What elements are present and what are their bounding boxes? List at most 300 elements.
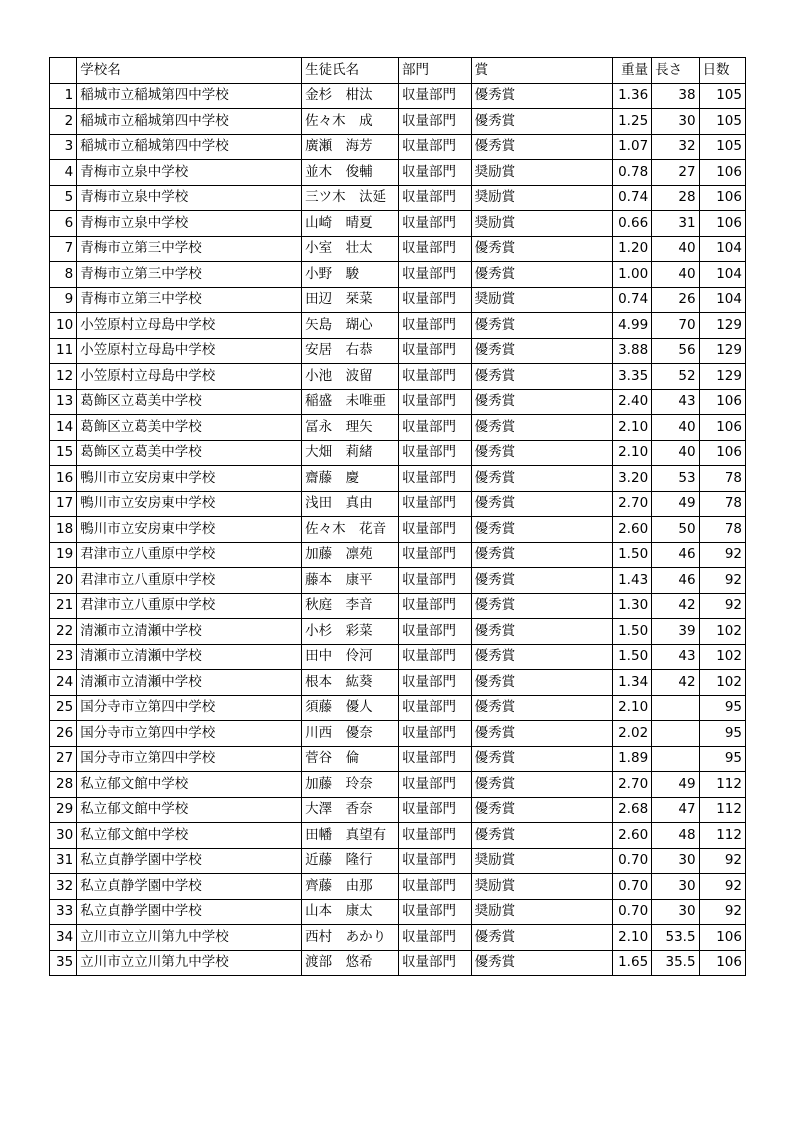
cell-weight: 0.74 — [612, 287, 651, 313]
cell-weight: 0.78 — [612, 160, 651, 186]
cell-dept: 収量部門 — [399, 772, 472, 798]
cell-length: 31 — [652, 211, 699, 237]
cell-no: 20 — [50, 568, 77, 594]
cell-no: 29 — [50, 797, 77, 823]
cell-school: 私立郁文館中学校 — [77, 772, 302, 798]
cell-length: 70 — [652, 313, 699, 339]
cell-length: 53 — [652, 466, 699, 492]
cell-days: 112 — [699, 772, 745, 798]
cell-dept: 収量部門 — [399, 925, 472, 951]
cell-student: 西村 あかり — [302, 925, 399, 951]
cell-school: 稲城市立稲城第四中学校 — [77, 83, 302, 109]
cell-weight: 1.36 — [612, 83, 651, 109]
cell-award: 優秀賞 — [471, 109, 612, 135]
table-row — [50, 695, 746, 721]
cell-award: 奨励賞 — [471, 874, 612, 900]
cell-student: 大畑 莉緒 — [302, 440, 399, 466]
cell-school: 清瀬市立清瀬中学校 — [77, 644, 302, 670]
cell-dept: 収量部門 — [399, 899, 472, 925]
cell-weight: 1.43 — [612, 568, 651, 594]
table-row — [50, 466, 746, 492]
cell-student: 菅谷 倫 — [302, 746, 399, 772]
cell-school: 立川市立立川第九中学校 — [77, 950, 302, 976]
cell-no: 27 — [50, 746, 77, 772]
cell-length: 48 — [652, 823, 699, 849]
cell-student: 金杉 柑汰 — [302, 83, 399, 109]
table-row — [50, 160, 746, 186]
cell-no: 24 — [50, 670, 77, 696]
cell-no: 26 — [50, 721, 77, 747]
cell-weight: 2.10 — [612, 695, 651, 721]
results-table — [49, 57, 746, 976]
cell-school: 鴨川市立安房東中学校 — [77, 517, 302, 543]
cell-student: 加藤 凛苑 — [302, 542, 399, 568]
cell-days: 129 — [699, 364, 745, 390]
cell-dept: 収量部門 — [399, 491, 472, 517]
cell-student: 小池 波留 — [302, 364, 399, 390]
cell-length: 39 — [652, 619, 699, 645]
cell-weight: 2.10 — [612, 440, 651, 466]
cell-weight: 2.02 — [612, 721, 651, 747]
header-student: 生徒氏名 — [302, 58, 399, 84]
cell-weight: 1.50 — [612, 644, 651, 670]
cell-days: 95 — [699, 695, 745, 721]
cell-student: 根本 紘葵 — [302, 670, 399, 696]
table-row — [50, 874, 746, 900]
cell-award: 優秀賞 — [471, 797, 612, 823]
cell-days: 129 — [699, 338, 745, 364]
cell-school: 青梅市立第三中学校 — [77, 262, 302, 288]
cell-days: 104 — [699, 236, 745, 262]
table-row — [50, 185, 746, 211]
cell-school: 小笠原村立母島中学校 — [77, 313, 302, 339]
cell-award: 優秀賞 — [471, 746, 612, 772]
cell-weight: 2.70 — [612, 491, 651, 517]
cell-school: 国分寺市立第四中学校 — [77, 746, 302, 772]
cell-days: 106 — [699, 950, 745, 976]
cell-weight: 1.30 — [612, 593, 651, 619]
cell-no: 25 — [50, 695, 77, 721]
cell-days: 106 — [699, 415, 745, 441]
cell-award: 優秀賞 — [471, 950, 612, 976]
cell-award: 奨励賞 — [471, 211, 612, 237]
cell-weight: 2.70 — [612, 772, 651, 798]
cell-days: 92 — [699, 568, 745, 594]
cell-student: 齊藤 由那 — [302, 874, 399, 900]
table-row — [50, 568, 746, 594]
cell-weight: 0.70 — [612, 899, 651, 925]
cell-dept: 収量部門 — [399, 874, 472, 900]
cell-dept: 収量部門 — [399, 670, 472, 696]
cell-days: 102 — [699, 670, 745, 696]
cell-dept: 収量部門 — [399, 542, 472, 568]
cell-days: 129 — [699, 313, 745, 339]
cell-no: 10 — [50, 313, 77, 339]
table-row — [50, 236, 746, 262]
cell-weight: 3.20 — [612, 466, 651, 492]
cell-school: 国分寺市立第四中学校 — [77, 695, 302, 721]
header-length: 長さ — [652, 58, 699, 84]
cell-dept: 収量部門 — [399, 797, 472, 823]
header-no — [50, 58, 77, 84]
cell-student: 安居 右恭 — [302, 338, 399, 364]
cell-days: 104 — [699, 287, 745, 313]
cell-school: 葛飾区立葛美中学校 — [77, 389, 302, 415]
cell-no: 28 — [50, 772, 77, 798]
cell-award: 優秀賞 — [471, 491, 612, 517]
cell-days: 78 — [699, 517, 745, 543]
cell-school: 小笠原村立母島中学校 — [77, 338, 302, 364]
header-dept: 部門 — [399, 58, 472, 84]
cell-dept: 収量部門 — [399, 185, 472, 211]
cell-weight: 0.66 — [612, 211, 651, 237]
cell-dept: 収量部門 — [399, 823, 472, 849]
cell-no: 3 — [50, 134, 77, 160]
cell-weight: 0.74 — [612, 185, 651, 211]
table-row — [50, 797, 746, 823]
cell-length: 43 — [652, 644, 699, 670]
cell-no: 18 — [50, 517, 77, 543]
cell-days: 106 — [699, 440, 745, 466]
cell-award: 優秀賞 — [471, 517, 612, 543]
cell-school: 稲城市立稲城第四中学校 — [77, 134, 302, 160]
cell-award: 優秀賞 — [471, 695, 612, 721]
cell-weight: 1.89 — [612, 746, 651, 772]
cell-no: 22 — [50, 619, 77, 645]
cell-days: 92 — [699, 874, 745, 900]
cell-weight: 1.07 — [612, 134, 651, 160]
cell-weight: 1.25 — [612, 109, 651, 135]
cell-length: 52 — [652, 364, 699, 390]
cell-no: 4 — [50, 160, 77, 186]
cell-award: 優秀賞 — [471, 466, 612, 492]
cell-no: 1 — [50, 83, 77, 109]
cell-days: 95 — [699, 721, 745, 747]
cell-award: 優秀賞 — [471, 823, 612, 849]
cell-days: 106 — [699, 925, 745, 951]
cell-dept: 収量部門 — [399, 619, 472, 645]
cell-school: 青梅市立泉中学校 — [77, 160, 302, 186]
cell-days: 112 — [699, 823, 745, 849]
cell-student: 冨永 理矢 — [302, 415, 399, 441]
table-row — [50, 772, 746, 798]
cell-length: 40 — [652, 262, 699, 288]
cell-no: 13 — [50, 389, 77, 415]
table-row — [50, 925, 746, 951]
cell-student: 山崎 晴夏 — [302, 211, 399, 237]
cell-student: 加藤 玲奈 — [302, 772, 399, 798]
cell-days: 106 — [699, 185, 745, 211]
cell-length: 47 — [652, 797, 699, 823]
cell-student: 藤本 康平 — [302, 568, 399, 594]
cell-no: 14 — [50, 415, 77, 441]
cell-student: 田辺 栞菜 — [302, 287, 399, 313]
table-row — [50, 262, 746, 288]
cell-award: 優秀賞 — [471, 593, 612, 619]
cell-dept: 収量部門 — [399, 415, 472, 441]
cell-length: 42 — [652, 670, 699, 696]
table-row — [50, 542, 746, 568]
cell-award: 優秀賞 — [471, 772, 612, 798]
cell-dept: 収量部門 — [399, 746, 472, 772]
cell-dept: 収量部門 — [399, 950, 472, 976]
cell-school: 国分寺市立第四中学校 — [77, 721, 302, 747]
cell-dept: 収量部門 — [399, 389, 472, 415]
cell-award: 奨励賞 — [471, 287, 612, 313]
cell-weight: 2.68 — [612, 797, 651, 823]
cell-no: 11 — [50, 338, 77, 364]
cell-award: 優秀賞 — [471, 134, 612, 160]
cell-length: 53.5 — [652, 925, 699, 951]
cell-no: 12 — [50, 364, 77, 390]
cell-dept: 収量部門 — [399, 160, 472, 186]
cell-no: 15 — [50, 440, 77, 466]
cell-school: 葛飾区立葛美中学校 — [77, 415, 302, 441]
cell-length: 28 — [652, 185, 699, 211]
cell-dept: 収量部門 — [399, 313, 472, 339]
cell-weight: 1.50 — [612, 619, 651, 645]
cell-weight: 2.60 — [612, 517, 651, 543]
cell-dept: 収量部門 — [399, 338, 472, 364]
cell-weight: 2.10 — [612, 925, 651, 951]
cell-school: 鴨川市立安房東中学校 — [77, 466, 302, 492]
cell-no: 23 — [50, 644, 77, 670]
cell-no: 5 — [50, 185, 77, 211]
table-header-row — [50, 58, 746, 84]
cell-student: 齋藤 慶 — [302, 466, 399, 492]
cell-dept: 収量部門 — [399, 236, 472, 262]
cell-no: 17 — [50, 491, 77, 517]
cell-student: 田幡 真望有 — [302, 823, 399, 849]
cell-length: 30 — [652, 109, 699, 135]
header-school: 学校名 — [77, 58, 302, 84]
cell-award: 優秀賞 — [471, 262, 612, 288]
cell-award: 奨励賞 — [471, 185, 612, 211]
cell-school: 鴨川市立安房東中学校 — [77, 491, 302, 517]
cell-dept: 収量部門 — [399, 695, 472, 721]
cell-dept: 収量部門 — [399, 287, 472, 313]
cell-dept: 収量部門 — [399, 848, 472, 874]
cell-dept: 収量部門 — [399, 593, 472, 619]
cell-school: 立川市立立川第九中学校 — [77, 925, 302, 951]
cell-award: 優秀賞 — [471, 389, 612, 415]
cell-length: 30 — [652, 874, 699, 900]
table-row — [50, 848, 746, 874]
cell-length: 40 — [652, 415, 699, 441]
cell-dept: 収量部門 — [399, 440, 472, 466]
cell-length: 30 — [652, 899, 699, 925]
cell-weight: 0.70 — [612, 848, 651, 874]
header-days: 日数 — [699, 58, 745, 84]
cell-award: 奨励賞 — [471, 848, 612, 874]
cell-student: 小野 駿 — [302, 262, 399, 288]
table-row — [50, 313, 746, 339]
cell-award: 優秀賞 — [471, 619, 612, 645]
table-row — [50, 721, 746, 747]
cell-school: 私立郁文館中学校 — [77, 797, 302, 823]
cell-student: 小室 壮太 — [302, 236, 399, 262]
cell-no: 35 — [50, 950, 77, 976]
cell-award: 優秀賞 — [471, 440, 612, 466]
table-row — [50, 491, 746, 517]
cell-days: 105 — [699, 83, 745, 109]
cell-length — [652, 746, 699, 772]
cell-school: 私立貞静学園中学校 — [77, 848, 302, 874]
table-row — [50, 899, 746, 925]
cell-weight: 1.50 — [612, 542, 651, 568]
cell-length: 32 — [652, 134, 699, 160]
cell-dept: 収量部門 — [399, 364, 472, 390]
cell-student: 渡部 悠希 — [302, 950, 399, 976]
cell-school: 葛飾区立葛美中学校 — [77, 440, 302, 466]
cell-award: 優秀賞 — [471, 338, 612, 364]
table-row — [50, 415, 746, 441]
cell-award: 優秀賞 — [471, 670, 612, 696]
table-row — [50, 287, 746, 313]
cell-weight: 3.88 — [612, 338, 651, 364]
table-row — [50, 389, 746, 415]
table-row — [50, 823, 746, 849]
cell-school: 君津市立八重原中学校 — [77, 593, 302, 619]
cell-length: 38 — [652, 83, 699, 109]
cell-length — [652, 695, 699, 721]
cell-dept: 収量部門 — [399, 134, 472, 160]
cell-length: 46 — [652, 568, 699, 594]
cell-student: 山本 康太 — [302, 899, 399, 925]
cell-weight: 4.99 — [612, 313, 651, 339]
cell-weight: 2.10 — [612, 415, 651, 441]
cell-days: 106 — [699, 211, 745, 237]
cell-days: 78 — [699, 491, 745, 517]
cell-dept: 収量部門 — [399, 466, 472, 492]
table-row — [50, 83, 746, 109]
cell-student: 小杉 彩菜 — [302, 619, 399, 645]
cell-length: 49 — [652, 772, 699, 798]
cell-dept: 収量部門 — [399, 262, 472, 288]
table-row — [50, 746, 746, 772]
cell-school: 青梅市立第三中学校 — [77, 287, 302, 313]
cell-no: 6 — [50, 211, 77, 237]
table-row — [50, 670, 746, 696]
cell-school: 清瀬市立清瀬中学校 — [77, 670, 302, 696]
cell-length: 35.5 — [652, 950, 699, 976]
cell-days: 105 — [699, 134, 745, 160]
cell-days: 92 — [699, 593, 745, 619]
cell-no: 7 — [50, 236, 77, 262]
cell-length — [652, 721, 699, 747]
cell-length: 56 — [652, 338, 699, 364]
cell-school: 私立郁文館中学校 — [77, 823, 302, 849]
cell-days: 106 — [699, 389, 745, 415]
cell-no: 34 — [50, 925, 77, 951]
cell-award: 優秀賞 — [471, 925, 612, 951]
cell-length: 30 — [652, 848, 699, 874]
cell-days: 104 — [699, 262, 745, 288]
cell-student: 廣瀬 海芳 — [302, 134, 399, 160]
cell-no: 9 — [50, 287, 77, 313]
cell-dept: 収量部門 — [399, 568, 472, 594]
cell-student: 佐々木 花音 — [302, 517, 399, 543]
cell-days: 92 — [699, 848, 745, 874]
table-row — [50, 109, 746, 135]
cell-dept: 収量部門 — [399, 644, 472, 670]
cell-weight: 3.35 — [612, 364, 651, 390]
header-award: 賞 — [471, 58, 612, 84]
cell-school: 私立貞静学園中学校 — [77, 899, 302, 925]
cell-award: 優秀賞 — [471, 236, 612, 262]
table-row — [50, 134, 746, 160]
cell-award: 優秀賞 — [471, 721, 612, 747]
cell-weight: 1.65 — [612, 950, 651, 976]
cell-length: 46 — [652, 542, 699, 568]
cell-award: 優秀賞 — [471, 83, 612, 109]
cell-student: 佐々木 成 — [302, 109, 399, 135]
cell-no: 2 — [50, 109, 77, 135]
cell-award: 優秀賞 — [471, 542, 612, 568]
cell-days: 102 — [699, 619, 745, 645]
table-row — [50, 950, 746, 976]
cell-no: 30 — [50, 823, 77, 849]
cell-award: 優秀賞 — [471, 313, 612, 339]
cell-student: 矢島 瑚心 — [302, 313, 399, 339]
cell-length: 42 — [652, 593, 699, 619]
cell-weight: 0.70 — [612, 874, 651, 900]
table-row — [50, 211, 746, 237]
cell-student: 並木 俊輔 — [302, 160, 399, 186]
cell-length: 40 — [652, 440, 699, 466]
cell-weight: 2.60 — [612, 823, 651, 849]
cell-length: 43 — [652, 389, 699, 415]
cell-award: 奨励賞 — [471, 899, 612, 925]
cell-no: 19 — [50, 542, 77, 568]
cell-dept: 収量部門 — [399, 211, 472, 237]
cell-school: 清瀬市立清瀬中学校 — [77, 619, 302, 645]
cell-award: 優秀賞 — [471, 364, 612, 390]
cell-school: 稲城市立稲城第四中学校 — [77, 109, 302, 135]
cell-student: 稲盛 未唯亜 — [302, 389, 399, 415]
cell-no: 16 — [50, 466, 77, 492]
cell-no: 33 — [50, 899, 77, 925]
cell-days: 105 — [699, 109, 745, 135]
table-row — [50, 338, 746, 364]
cell-length: 27 — [652, 160, 699, 186]
cell-length: 50 — [652, 517, 699, 543]
cell-award: 優秀賞 — [471, 644, 612, 670]
cell-student: 田中 伶河 — [302, 644, 399, 670]
cell-student: 須藤 優人 — [302, 695, 399, 721]
cell-days: 102 — [699, 644, 745, 670]
cell-school: 私立貞静学園中学校 — [77, 874, 302, 900]
cell-award: 優秀賞 — [471, 415, 612, 441]
cell-award: 優秀賞 — [471, 568, 612, 594]
cell-student: 三ツ木 汰延 — [302, 185, 399, 211]
cell-length: 26 — [652, 287, 699, 313]
cell-dept: 収量部門 — [399, 83, 472, 109]
cell-award: 奨励賞 — [471, 160, 612, 186]
cell-days: 92 — [699, 542, 745, 568]
header-weight: 重量 — [612, 58, 651, 84]
cell-student: 川西 優奈 — [302, 721, 399, 747]
cell-school: 青梅市立泉中学校 — [77, 211, 302, 237]
table-row — [50, 619, 746, 645]
cell-student: 秋庭 李音 — [302, 593, 399, 619]
cell-school: 小笠原村立母島中学校 — [77, 364, 302, 390]
cell-school: 青梅市立第三中学校 — [77, 236, 302, 262]
cell-days: 106 — [699, 160, 745, 186]
cell-school: 君津市立八重原中学校 — [77, 568, 302, 594]
cell-days: 112 — [699, 797, 745, 823]
cell-school: 君津市立八重原中学校 — [77, 542, 302, 568]
